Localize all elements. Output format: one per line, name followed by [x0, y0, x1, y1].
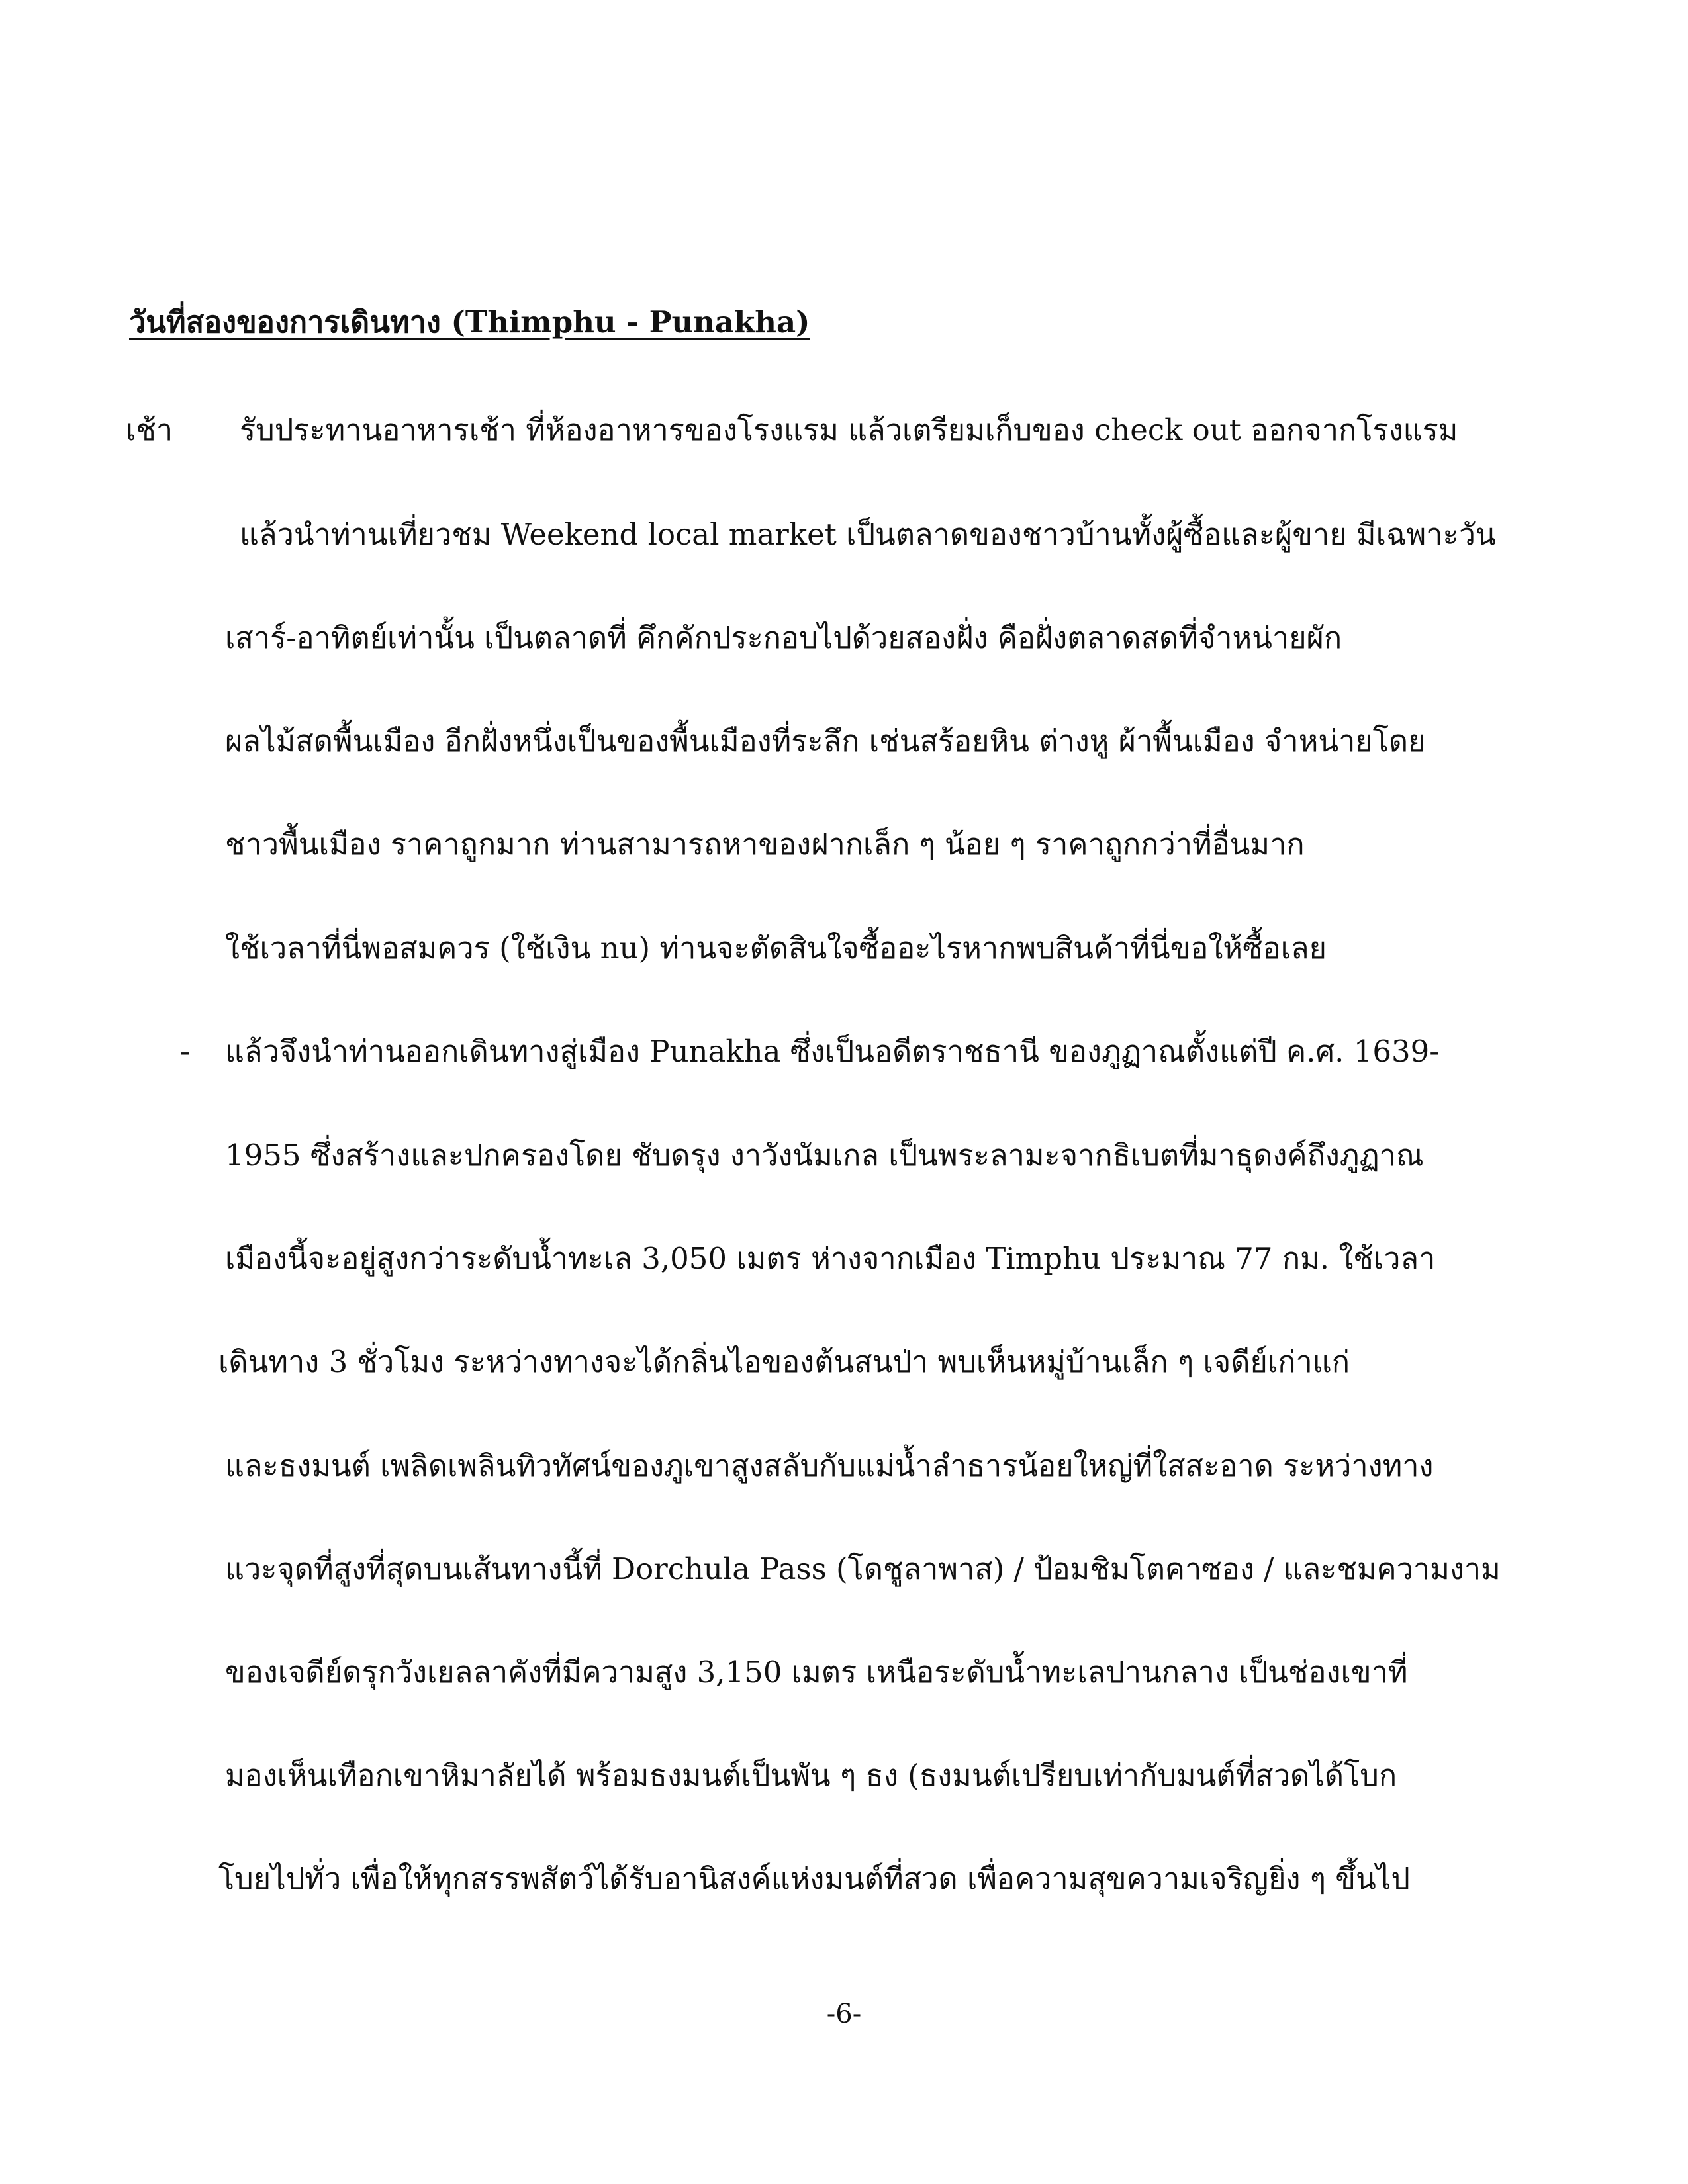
paragraph-line: แวะจุดที่สูงที่สุดบนเส้นทางนี้ที่ Dorchula Pass (โดชูลาพาส) / ป้อมชิมโตคาซอง / และชมความงาม [225, 1551, 1501, 1586]
paragraph-line: ชาวพื้นเมือง ราคาถูกมาก ท่านสามารถหาของฝากเล็ก ๆ น้อย ๆ ราคาถูกกว่าที่อื่นมาก [225, 827, 1305, 862]
paragraph-line: เดินทาง 3 ชั่วโมง ระหว่างทางจะได้กลิ่นไอของต้นสนป่า พบเห็นหมู่บ้านเล็ก ๆ เจดีย์เก่าแก่ [218, 1344, 1350, 1379]
section-heading: วันที่สองของการเดินทาง (Thimphu - Punakha) [129, 304, 810, 340]
paragraph-line: แล้วนำท่านเที่ยวชม Weekend local market เป็นตลาดของชาวบ้านทั้งผู้ซื้อและผู้ขาย มีเฉพาะวัน [240, 517, 1496, 552]
paragraph-line: และธงมนต์ เพลิดเพลินทิวทัศน์ของภูเขาสูงสลับกับแม่น้ำลำธารน้อยใหญ่ที่ใสสะอาด ระหว่างทาง [225, 1448, 1434, 1483]
paragraph-line: เสาร์-อาทิตย์เท่านั้น เป็นตลาดที่ คึกคักประกอบไปด้วยสองฝั่ง คือฝั่งตลาดสดที่จำหน่ายผัก [225, 620, 1342, 655]
paragraph-line: เมืองนี้จะอยู่สูงกว่าระดับน้ำทะเล 3,050 เมตร ห่างจากเมือง Timphu ประมาณ 77 กม. ใช้เวลา [225, 1241, 1436, 1276]
paragraph-line: โบยไปทั่ว เพื่อให้ทุกสรรพสัตว์ได้รับอานิสงค์แห่งมนต์ที่สวด เพื่อความสุขความเจริญยิ่ง ๆ ขึ้นไป [218, 1861, 1410, 1896]
paragraph-line: แล้วจึงนำท่านออกเดินทางสู่เมือง Punakha ซึ่งเป็นอดีตราชธานี ของภูฏาณตั้งแต่ปี ค.ศ. 1639- [225, 1034, 1440, 1069]
dash-bullet: - [180, 1034, 191, 1069]
page-number: -6- [826, 1999, 862, 2029]
paragraph-line: ของเจดีย์ดรุกวังเยลลาคังที่มีความสูง 3,150 เมตร เหนือระดับน้ำทะเลปานกลาง เป็นช่องเขาที่ [225, 1655, 1408, 1690]
morning-label: เช้า [126, 412, 173, 447]
paragraph-line: 1955 ซึ่งสร้างและปกครองโดย ชับดรุง งาวังนัมเกล เป็นพระลามะจากธิเบตที่มาธุดงค์ถึงภูฏาณ [225, 1138, 1424, 1173]
paragraph-line: มองเห็นเทือกเขาหิมาลัยได้ พร้อมธงมนต์เป็นพัน ๆ ธง (ธงมนต์เปรียบเท่ากับมนต์ที่สวดได้โบก [225, 1758, 1397, 1793]
paragraph-line: รับประทานอาหารเช้า ที่ห้องอาหารของโรงแรม แล้วเตรียมเก็บของ check out ออกจากโรงแรม [240, 412, 1458, 447]
paragraph-line: ใช้เวลาที่นี่พอสมควร (ใช้เงิน nu) ท่านจะตัดสินใจซื้ออะไรหากพบสินค้าที่นี่ขอให้ซื้อเลย [225, 931, 1327, 966]
paragraph-line: ผลไม้สดพื้นเมือง อีกฝั่งหนึ่งเป็นของพื้นเมืองที่ระลึก เช่นสร้อยหิน ต่างหู ผ้าพื้นเมือง จำหน่ายโดย [225, 723, 1426, 758]
